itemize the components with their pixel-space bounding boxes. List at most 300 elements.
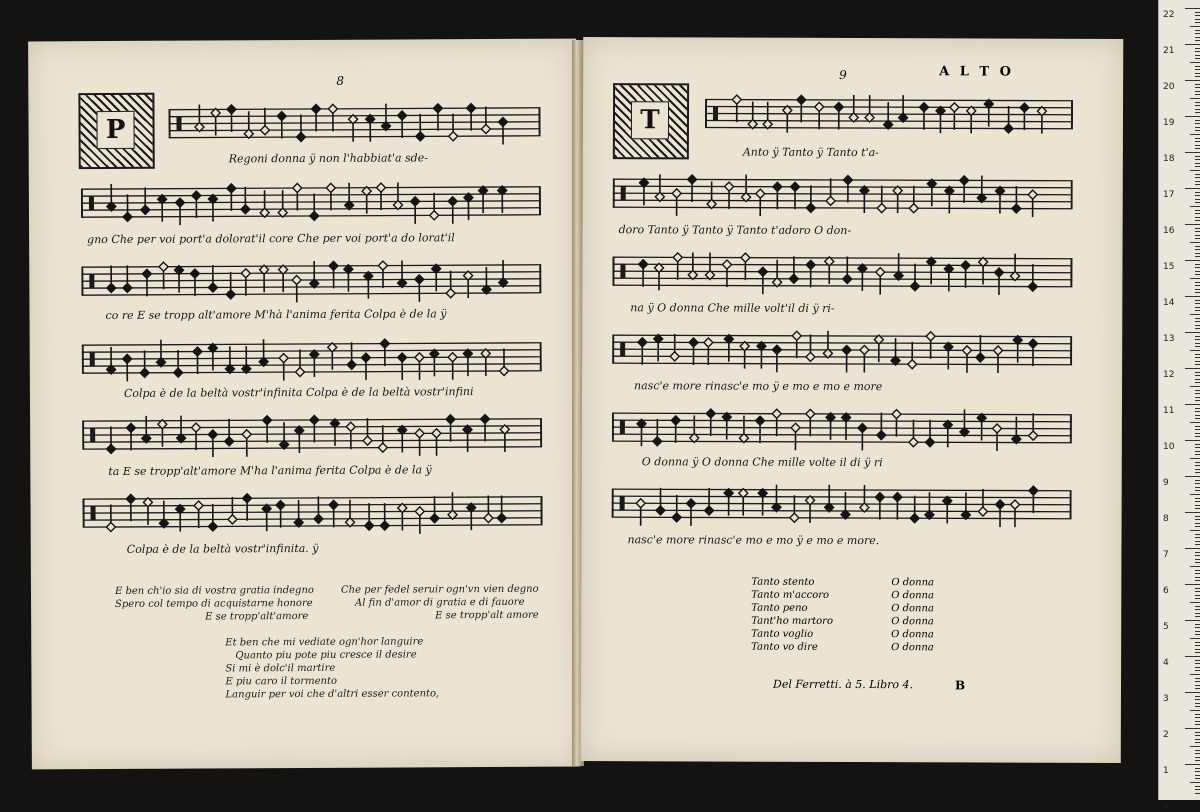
ruler-tick bbox=[1195, 357, 1200, 358]
barline bbox=[1071, 181, 1073, 209]
ruler-tick bbox=[1195, 552, 1200, 553]
ruler-tick bbox=[1195, 148, 1200, 149]
staff-line bbox=[82, 426, 542, 428]
verse-line: Quanto piu pote piu cresce il desire bbox=[225, 648, 439, 662]
note-head bbox=[994, 268, 1003, 277]
ruler-tick bbox=[1195, 382, 1200, 383]
ruler-tick bbox=[1195, 282, 1200, 283]
staff-notation bbox=[613, 167, 1073, 221]
ruler-tick bbox=[1195, 372, 1200, 373]
ruler-tick bbox=[1195, 498, 1200, 499]
music-staff bbox=[81, 175, 541, 229]
ruler-tick bbox=[1195, 706, 1200, 707]
ruler-tick bbox=[1195, 84, 1200, 85]
note-head bbox=[790, 513, 799, 522]
barline bbox=[1070, 337, 1072, 365]
staff-notation bbox=[612, 477, 1072, 531]
clef-mark bbox=[91, 506, 96, 520]
ruler-number: 4 bbox=[1163, 658, 1169, 668]
note-head bbox=[208, 283, 217, 292]
note-head bbox=[276, 501, 285, 510]
note-head bbox=[826, 196, 835, 205]
ruler-tick bbox=[1195, 613, 1200, 614]
ruler-tick bbox=[1195, 465, 1200, 466]
ruler-tick bbox=[1195, 328, 1200, 329]
ruler-number: 21 bbox=[1163, 46, 1174, 56]
note-head bbox=[756, 189, 765, 198]
barline bbox=[612, 489, 614, 517]
ruler-tick bbox=[1195, 580, 1200, 581]
verse-line: Che per fedel seruir ogn'vn vien degno bbox=[341, 583, 539, 597]
ruler-number: 20 bbox=[1163, 82, 1174, 92]
ruler-tick bbox=[1195, 616, 1200, 617]
note-head bbox=[722, 260, 731, 269]
ruler-tick bbox=[1195, 451, 1200, 452]
ruler-tick bbox=[1185, 728, 1200, 729]
ruler-tick bbox=[1195, 184, 1200, 185]
ruler-tick bbox=[1190, 350, 1200, 351]
clef-mark bbox=[89, 274, 94, 288]
measuring-ruler bbox=[1158, 0, 1200, 800]
ruler-tick bbox=[1185, 440, 1200, 441]
staff-line bbox=[613, 200, 1073, 202]
voice-part-label: A L T O bbox=[939, 64, 1014, 79]
ruler-tick bbox=[1195, 267, 1200, 268]
ruler-tick bbox=[1190, 674, 1200, 675]
ruler-tick bbox=[1185, 584, 1200, 585]
note-head bbox=[141, 205, 150, 214]
note-head bbox=[380, 339, 389, 348]
barline bbox=[539, 265, 541, 293]
note-head bbox=[636, 499, 645, 508]
ruler-tick bbox=[1195, 487, 1200, 488]
note-head bbox=[732, 95, 741, 104]
ruler-tick bbox=[1190, 422, 1200, 423]
note-head bbox=[843, 274, 852, 283]
note-head bbox=[175, 198, 184, 207]
note-head bbox=[191, 423, 200, 432]
ruler-tick bbox=[1195, 361, 1200, 362]
ruler-number: 18 bbox=[1163, 154, 1174, 164]
staff-notation bbox=[612, 323, 1072, 377]
ruler-number: 19 bbox=[1163, 118, 1174, 128]
verse-line: E ben ch'io sia di vostra gratia indegno bbox=[115, 584, 314, 598]
note-head bbox=[908, 360, 917, 369]
lyric-line: Colpa è de la beltà vostr'infinita. ÿ bbox=[127, 542, 319, 556]
staff-line bbox=[612, 356, 1072, 358]
ruler-tick bbox=[1195, 735, 1200, 736]
note-head bbox=[415, 429, 424, 438]
barline bbox=[1070, 259, 1072, 287]
lyric-line: doro Tanto ÿ Tanto ÿ Tanto t'adoro O don- bbox=[619, 223, 852, 237]
ruler-tick bbox=[1195, 246, 1200, 247]
note-head bbox=[467, 104, 476, 113]
verse-line: E piu caro il tormento bbox=[225, 674, 439, 688]
staff-line bbox=[612, 496, 1072, 498]
note-head bbox=[263, 416, 272, 425]
ruler-tick bbox=[1195, 505, 1200, 506]
staff-notation bbox=[81, 175, 541, 229]
note-head bbox=[398, 353, 407, 362]
note-head bbox=[241, 269, 250, 278]
ruler-tick bbox=[1195, 91, 1200, 92]
ruler-tick bbox=[1195, 411, 1200, 412]
clef-mark bbox=[89, 196, 94, 210]
ruler-tick bbox=[1195, 519, 1200, 520]
barline bbox=[613, 179, 615, 207]
ruler-tick bbox=[1195, 555, 1200, 556]
verse-line: Si mi è dolc'il martire bbox=[225, 661, 439, 675]
ruler-tick bbox=[1195, 145, 1200, 146]
ruler-tick bbox=[1185, 44, 1200, 45]
note-head bbox=[430, 514, 439, 523]
ruler-tick bbox=[1190, 710, 1200, 711]
barline bbox=[82, 499, 84, 527]
barline bbox=[81, 189, 83, 217]
ruler-number: 15 bbox=[1163, 262, 1174, 272]
ruler-number: 14 bbox=[1163, 298, 1174, 308]
note-head bbox=[497, 513, 506, 522]
ruler-tick bbox=[1195, 433, 1200, 434]
ruler-tick bbox=[1195, 541, 1200, 542]
note-head bbox=[293, 184, 302, 193]
note-head bbox=[926, 332, 935, 341]
note-head bbox=[192, 191, 201, 200]
note-head bbox=[194, 501, 203, 510]
ruler-tick bbox=[1190, 386, 1200, 387]
ruler-tick bbox=[1185, 368, 1200, 369]
ruler-tick bbox=[1195, 570, 1200, 571]
note-head bbox=[797, 95, 806, 104]
note-head bbox=[758, 267, 767, 276]
ruler-tick bbox=[1195, 642, 1200, 643]
barline bbox=[539, 187, 541, 215]
note-head bbox=[994, 346, 1003, 355]
note-head bbox=[963, 346, 972, 355]
staff-line bbox=[83, 511, 543, 513]
note-head bbox=[432, 429, 441, 438]
ruler-tick bbox=[1195, 778, 1200, 779]
note-head bbox=[858, 424, 867, 433]
ruler-tick bbox=[1195, 444, 1200, 445]
note-head bbox=[791, 182, 800, 191]
verse-block-right bbox=[341, 583, 539, 623]
ruler-tick bbox=[1195, 159, 1200, 160]
note-head bbox=[449, 132, 458, 141]
note-head bbox=[430, 211, 439, 220]
note-head bbox=[687, 499, 696, 508]
ruler-tick bbox=[1195, 490, 1200, 491]
ruler-tick bbox=[1195, 624, 1200, 625]
ruler-tick bbox=[1195, 699, 1200, 700]
ruler-tick bbox=[1195, 274, 1200, 275]
note-head bbox=[415, 353, 424, 362]
note-head bbox=[446, 415, 455, 424]
verse-line: Languir per voi che d'altri esser contento, bbox=[225, 687, 439, 701]
ruler-tick bbox=[1195, 714, 1200, 715]
staff-line bbox=[612, 510, 1072, 512]
lyric-line: nasc'e more rinasc'e mo e mo ÿ e mo e more. bbox=[627, 533, 879, 547]
note-head bbox=[159, 262, 168, 271]
ruler-tick bbox=[1195, 501, 1200, 502]
note-head bbox=[688, 175, 697, 184]
note-head bbox=[706, 409, 715, 418]
staff-notation bbox=[168, 96, 540, 150]
note-head bbox=[498, 117, 507, 126]
ruler-tick bbox=[1185, 476, 1200, 477]
staff-line bbox=[82, 497, 542, 499]
note-head bbox=[741, 253, 750, 262]
music-staff bbox=[705, 87, 1073, 140]
note-head bbox=[950, 103, 959, 112]
note-head bbox=[772, 345, 781, 354]
ruler-tick bbox=[1185, 512, 1200, 513]
music-staff bbox=[82, 331, 542, 385]
note-head bbox=[673, 253, 682, 262]
note-head bbox=[228, 515, 237, 524]
ruler-tick bbox=[1195, 195, 1200, 196]
ruler-tick bbox=[1195, 631, 1200, 632]
ruler-tick bbox=[1190, 458, 1200, 459]
staff-line bbox=[612, 489, 1072, 491]
note-head bbox=[329, 261, 338, 270]
note-head bbox=[773, 182, 782, 191]
barline bbox=[82, 345, 84, 373]
ruler-tick bbox=[1195, 609, 1200, 610]
refrain-line: O donna bbox=[891, 628, 934, 641]
lyric-line: Regoni donna ÿ non l'habbiat'a sde- bbox=[229, 151, 428, 165]
note-head bbox=[876, 268, 885, 277]
ruler-tick bbox=[1195, 591, 1200, 592]
barline bbox=[612, 413, 614, 441]
ruler-tick bbox=[1195, 231, 1200, 232]
ruler-tick bbox=[1195, 156, 1200, 157]
note-head bbox=[672, 513, 681, 522]
staff-line bbox=[83, 518, 543, 520]
note-head bbox=[893, 493, 902, 502]
refrain-line: Tanto m'accoro bbox=[751, 589, 833, 602]
ruler-tick bbox=[1195, 141, 1200, 142]
ruler-tick bbox=[1195, 112, 1200, 113]
ruler-tick bbox=[1185, 188, 1200, 189]
clef-mark bbox=[620, 420, 625, 434]
note-head bbox=[639, 260, 648, 269]
ruler-number: 9 bbox=[1163, 478, 1169, 488]
ruler-tick bbox=[1195, 343, 1200, 344]
staff-notation bbox=[612, 245, 1072, 299]
ruler-tick bbox=[1195, 58, 1200, 59]
ruler-tick bbox=[1195, 544, 1200, 545]
staff-line bbox=[82, 433, 542, 435]
barline bbox=[82, 421, 84, 449]
note-head bbox=[174, 368, 183, 377]
note-head bbox=[123, 212, 132, 221]
ruler-tick bbox=[1195, 339, 1200, 340]
note-head bbox=[446, 289, 455, 298]
ruler-tick bbox=[1195, 51, 1200, 52]
note-head bbox=[481, 125, 490, 134]
ruler-tick bbox=[1195, 408, 1200, 409]
ruler-tick bbox=[1195, 120, 1200, 121]
verse-block-left bbox=[115, 584, 314, 624]
ruler-tick bbox=[1195, 526, 1200, 527]
note-head bbox=[705, 506, 714, 515]
ruler-tick bbox=[1185, 224, 1200, 225]
barline bbox=[540, 419, 542, 447]
note-head bbox=[792, 331, 801, 340]
ruler-number: 10 bbox=[1163, 442, 1174, 452]
ruler-tick bbox=[1195, 40, 1200, 41]
ruler-tick bbox=[1195, 174, 1200, 175]
ruler-tick bbox=[1195, 750, 1200, 751]
ruler-tick bbox=[1190, 602, 1200, 603]
clef-mark bbox=[713, 107, 718, 121]
note-head bbox=[398, 111, 407, 120]
ruler-tick bbox=[1195, 105, 1200, 106]
ruler-tick bbox=[1195, 166, 1200, 167]
note-head bbox=[1029, 431, 1038, 440]
barline bbox=[1071, 101, 1073, 129]
ruler-tick bbox=[1190, 98, 1200, 99]
ruler-tick bbox=[1195, 303, 1200, 304]
ruler-tick bbox=[1195, 130, 1200, 131]
clef-mark bbox=[176, 117, 181, 131]
decorated-initial-p bbox=[78, 93, 154, 169]
note-head bbox=[1010, 500, 1019, 509]
ruler-tick bbox=[1195, 742, 1200, 743]
signature-mark: B bbox=[955, 678, 965, 692]
ruler-tick bbox=[1195, 393, 1200, 394]
note-head bbox=[415, 275, 424, 284]
ruler-tick bbox=[1185, 548, 1200, 549]
folio-mark: 8 bbox=[336, 74, 344, 88]
ruler-tick bbox=[1195, 534, 1200, 535]
note-head bbox=[791, 423, 800, 432]
ruler-tick bbox=[1195, 220, 1200, 221]
staff-line bbox=[612, 264, 1072, 266]
initial-letter: T bbox=[631, 101, 669, 139]
ruler-tick bbox=[1195, 634, 1200, 635]
note-head bbox=[910, 282, 919, 291]
note-head bbox=[193, 347, 202, 356]
note-head bbox=[1020, 103, 1029, 112]
lyric-line: Colpa è de la beltà vostr'infinita Colpa è de la beltà vostr'infini bbox=[124, 385, 474, 400]
ruler-tick bbox=[1195, 310, 1200, 311]
note-head bbox=[363, 436, 372, 445]
ruler-tick bbox=[1195, 760, 1200, 761]
note-head bbox=[329, 500, 338, 509]
note-head bbox=[672, 189, 681, 198]
verse-line: Et ben che mi vediate ogn'hor languire bbox=[225, 635, 439, 649]
note-head bbox=[378, 261, 387, 270]
barline bbox=[168, 110, 170, 138]
ruler-tick bbox=[1195, 606, 1200, 607]
footer-attribution: Del Ferretti. à 5. Libro 4. bbox=[773, 678, 913, 691]
ruler-tick bbox=[1195, 199, 1200, 200]
note-head bbox=[756, 416, 765, 425]
note-head bbox=[860, 346, 869, 355]
note-head bbox=[208, 430, 217, 439]
note-head bbox=[1029, 486, 1038, 495]
ruler-number: 12 bbox=[1163, 370, 1174, 380]
ruler-tick bbox=[1195, 670, 1200, 671]
note-head bbox=[1012, 204, 1021, 213]
ruler-number: 13 bbox=[1163, 334, 1174, 344]
music-staff bbox=[168, 96, 540, 150]
ruler-tick bbox=[1195, 109, 1200, 110]
clef-mark bbox=[621, 186, 626, 200]
note-head bbox=[106, 522, 115, 531]
initial-letter: P bbox=[96, 111, 134, 149]
ruler-tick bbox=[1195, 588, 1200, 589]
staff-line bbox=[705, 99, 1073, 100]
ruler-tick bbox=[1195, 321, 1200, 322]
note-head bbox=[875, 493, 884, 502]
ruler-tick bbox=[1195, 127, 1200, 128]
ruler-tick bbox=[1195, 472, 1200, 473]
staff-line bbox=[612, 434, 1072, 436]
ruler-tick bbox=[1185, 620, 1200, 621]
staff-line bbox=[612, 285, 1072, 287]
ruler-tick bbox=[1195, 454, 1200, 455]
ruler-tick bbox=[1195, 627, 1200, 628]
note-head bbox=[909, 204, 918, 213]
ruler-tick bbox=[1195, 768, 1200, 769]
ruler-tick bbox=[1195, 123, 1200, 124]
ruler-tick bbox=[1195, 469, 1200, 470]
ruler-tick bbox=[1195, 253, 1200, 254]
staff-line bbox=[82, 343, 542, 345]
note-head bbox=[1029, 339, 1038, 348]
ruler-tick bbox=[1195, 375, 1200, 376]
ruler-tick bbox=[1195, 228, 1200, 229]
ruler-tick bbox=[1195, 523, 1200, 524]
ruler-tick bbox=[1195, 483, 1200, 484]
note-head bbox=[296, 132, 305, 141]
ruler-tick bbox=[1195, 73, 1200, 74]
note-head bbox=[365, 521, 374, 530]
note-head bbox=[310, 211, 319, 220]
ruler-tick bbox=[1185, 260, 1200, 261]
note-head bbox=[107, 444, 116, 453]
note-head bbox=[806, 203, 815, 212]
ruler-tick bbox=[1190, 782, 1200, 783]
note-head bbox=[689, 338, 698, 347]
music-staff bbox=[81, 253, 541, 307]
ruler-tick bbox=[1190, 566, 1200, 567]
ruler-tick bbox=[1195, 292, 1200, 293]
ruler-tick bbox=[1195, 30, 1200, 31]
music-staff bbox=[612, 401, 1072, 455]
ruler-tick bbox=[1195, 264, 1200, 265]
note-head bbox=[448, 353, 457, 362]
ruler-tick bbox=[1185, 116, 1200, 117]
staff-line bbox=[82, 371, 542, 373]
lyric-line: na ÿ O donna Che mille volt'il di ÿ ri- bbox=[630, 301, 834, 315]
ruler-tick bbox=[1195, 660, 1200, 661]
note-head bbox=[376, 183, 385, 192]
ruler-tick bbox=[1195, 397, 1200, 398]
ruler-tick bbox=[1195, 289, 1200, 290]
ruler-tick bbox=[1195, 436, 1200, 437]
note-head bbox=[806, 409, 815, 418]
refrain-line: Tanto peno bbox=[751, 602, 833, 615]
note-head bbox=[877, 431, 886, 440]
ruler-tick bbox=[1195, 217, 1200, 218]
barline bbox=[540, 497, 542, 525]
note-head bbox=[772, 409, 781, 418]
note-head bbox=[960, 176, 969, 185]
